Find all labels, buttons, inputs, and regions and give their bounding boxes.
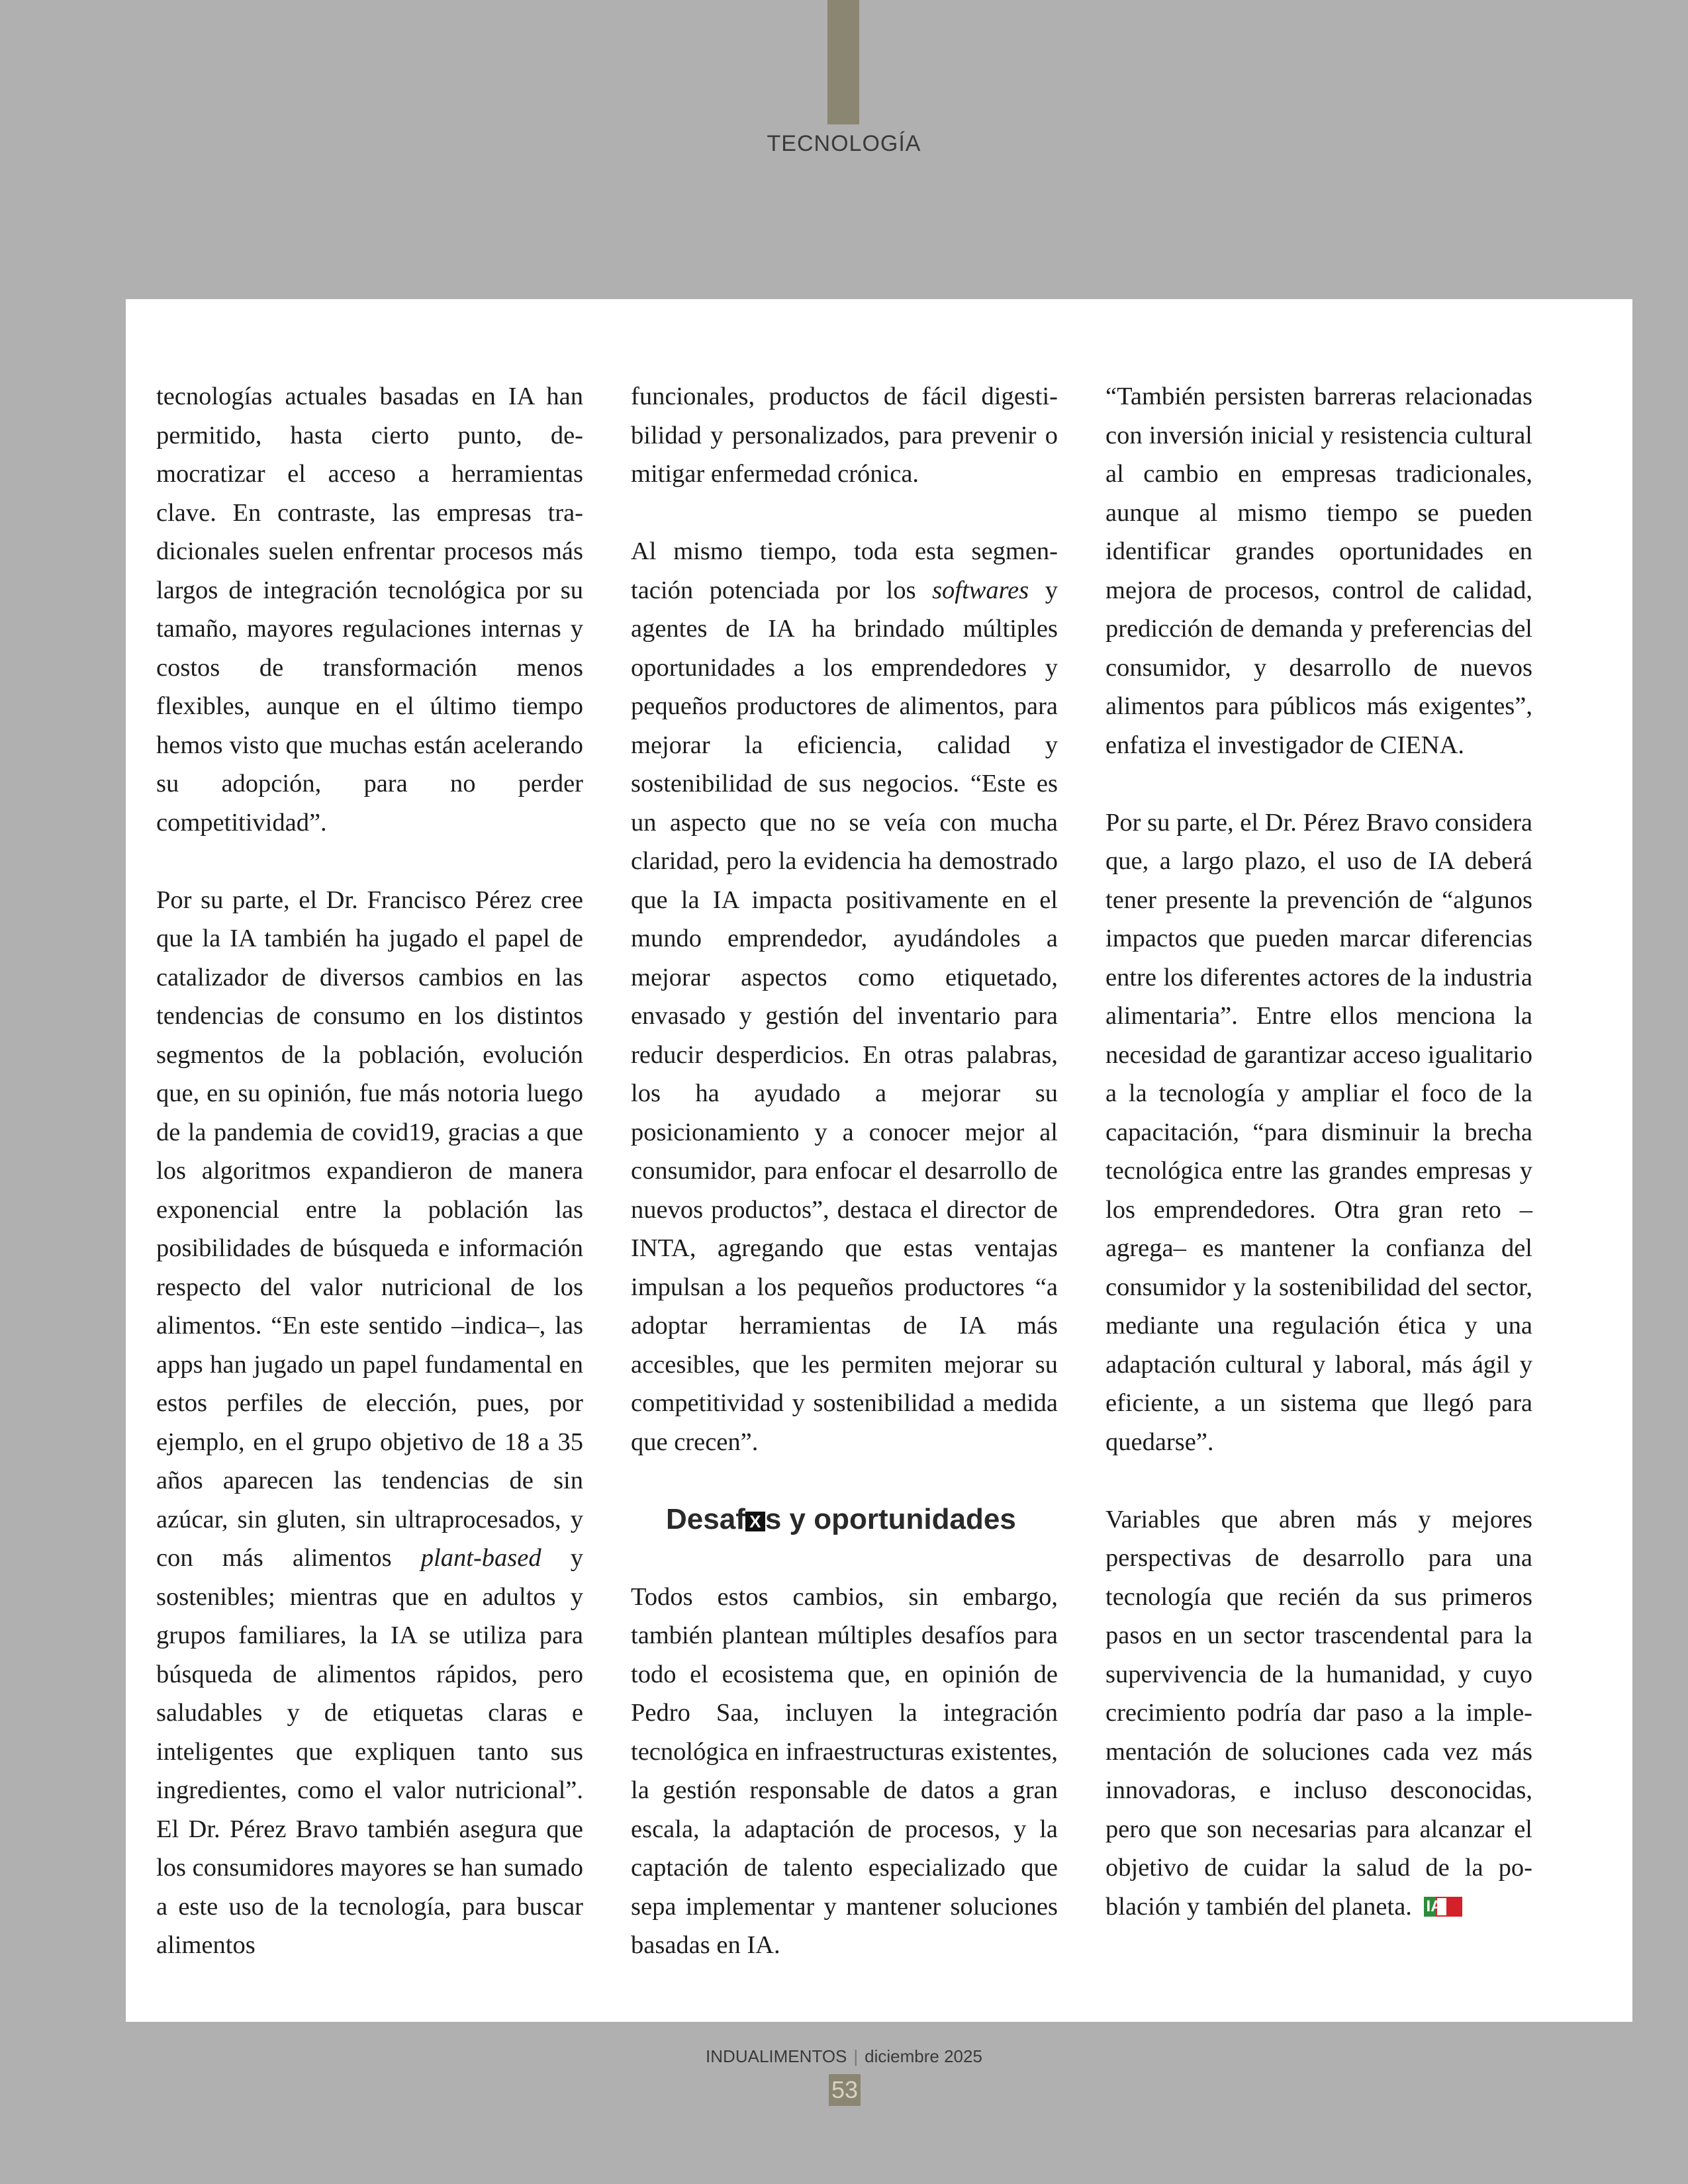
top-accent-bar (827, 0, 859, 124)
subheading-text: s y oportunidades (765, 1502, 1016, 1535)
column-3 (1105, 377, 1532, 1926)
text-run: y sostenibles; mientras que en adultos y grupos familiares, la IA se utiliza para búsqueda de alimentos rápidos, pero saludables y de etiquetas claras e inteligentes que expliquen tanto sus ingredientes, como el valor nutricional”. El Dr. Pérez Bravo también asegura que los consumidores mayores se han sumado a este uso de la tecnología, para buscar alimentos (156, 1544, 584, 1959)
page-footer (0, 2046, 1688, 2067)
column-2 (631, 377, 1058, 1965)
text-run: Al mismo tiempo, toda esta segmentación potenciada por los (631, 537, 1058, 604)
paragraph: “También persisten barreras relacionadas con inversión inicial y resistencia cultural al cambio en empresas tradicionales, aunque al mismo tiempo se pueden identificar grandes oportunidades en mejora de procesos, control de calidad, predicción de demanda y preferencias del consumidor, y desarrollo de nuevos alimentos para públicos más exigentes”, enfatiza el investigador de CIENA. (1105, 383, 1532, 759)
italic-term: plant-based (420, 1544, 541, 1572)
ia-logo-icon (1424, 1897, 1462, 1917)
paragraph (1105, 1500, 1532, 1927)
text-run: Por su parte, el Dr. Francisco Pérez cree que la IA también ha jugado el papel de catalizador de diversos cambios en las tendencias de consumo en los distintos segmentos de la población, evolución que, en su opinión, fue más notoria luego de la pandemia de covid19, gracias a que los algoritmos expandieron de manera exponencial entre la población las posibilidades de búsqueda e información respecto del valor nutricional de los alimentos. “En este sentido –indica–, las apps han jugado un papel fundamental en estos perfiles de elección, pues, por ejemplo, en el grupo objetivo de 18 a 35 años aparecen las tendencias de sin azúcar, sin gluten, sin ultraprocesados, y con más alimentos (156, 886, 583, 1572)
paragraph: tecnologías actuales basadas en IA han permitido, hasta cierto punto, democratizar el acceso a herramientas clave. En contraste, las empresas tradicionales suelen enfrentar procesos más largos de integración tecnológica por su tamaño, mayores regulaciones internas y costos de transformación menos flexibles, aunque en el último tiempo hemos visto que muchas están acelerando su adopción, para no perder competitividad”. (156, 383, 583, 837)
section-label: TECNOLOGÍA (767, 131, 921, 156)
paragraph: funcionales, productos de fácil digestibilidad y personalizados, para prevenir o mitigar enfermedad crónica. (631, 383, 1058, 488)
text-run: y agentes de IA ha brindado múltiples oportunidades a los emprendedores y pequeños productores de alimentos, para mejorar la eficiencia, calidad y sostenibilidad de sus negocios. “Este es un aspecto que no se veía con mucha claridad, pero la evidencia ha demostrado que la IA impacta positivamente en el mundo emprendedor, ayudándoles a mejorar aspectos como etiquetado, envasado y gestión del inventario para reducir desperdicios. En otras palabras, los ha ayudado a mejorar su posicionamiento y a conocer mejor al consumidor, para enfocar el desarrollo de nuevos productos”, destaca el director de INTA, agregando que estas ventajas impulsan a los pequeños productores “a adoptar herramientas de IA más accesibles, que les permiten mejorar su competitividad y sostenibilidad a medida que crecen”. (631, 576, 1058, 1456)
section-subheading (666, 1500, 1058, 1539)
paragraph: Por su parte, el Dr. Pérez Bravo considera que, a largo plazo, el uso de IA deberá tener presente la prevención de “algunos impactos que pueden marcar diferencias entre los diferentes actores de la industria alimentaria”. Entre ellos menciona la necesidad de garantizar acceso igualitario a la tecnología y ampliar el foco de la capacitación, “para disminuir la brecha tecnológica entre las grandes empresas y los emprendedores. Otra gran reto –agrega– es mantener la confianza del consumidor y la sostenibilidad del sector, mediante una regulación ética y una adaptación cultural y laboral, más ágil y eficiente, a un sistema que llegó para quedarse”. (1105, 808, 1532, 1456)
paragraph: Todos estos cambios, sin embargo, también plantean múltiples desafíos para todo el ecosistema que, en opinión de Pedro Saa, incluyen la integración tecnológica en infraestructuras existentes, la gestión responsable de datos a gran escala, la adaptación de procesos, y la captación de talento especializado que sepa implementar y mantener soluciones basadas en IA. (631, 1582, 1058, 1959)
column-1 (156, 377, 583, 1965)
page-number: 53 (829, 2074, 861, 2106)
paragraph (631, 532, 1058, 1461)
missing-glyph-icon: X (745, 1512, 765, 1531)
subheading-text: Desaf (666, 1502, 745, 1535)
publication-date: diciembre 2025 (865, 2046, 982, 2066)
italic-term: softwares (932, 576, 1029, 604)
paragraph (156, 881, 583, 1965)
footer-separator: | (853, 2046, 859, 2066)
text-run: Variables que abren más y mejores perspectivas de desarrollo para una tecnología que recién da sus primeros pasos en un sector trascendental para la supervivencia de la humanidad, y cuyo crecimiento podría dar paso a la implementación de soluciones cada vez más innovadoras, e incluso desconocidas, pero que son necesarias para alcanzar el objetivo de cuidar la salud de la población y también del planeta. (1105, 1505, 1532, 1921)
ia-logo-text: IA (1426, 1897, 1442, 1915)
publication-name: INDUALIMENTOS (706, 2046, 847, 2066)
